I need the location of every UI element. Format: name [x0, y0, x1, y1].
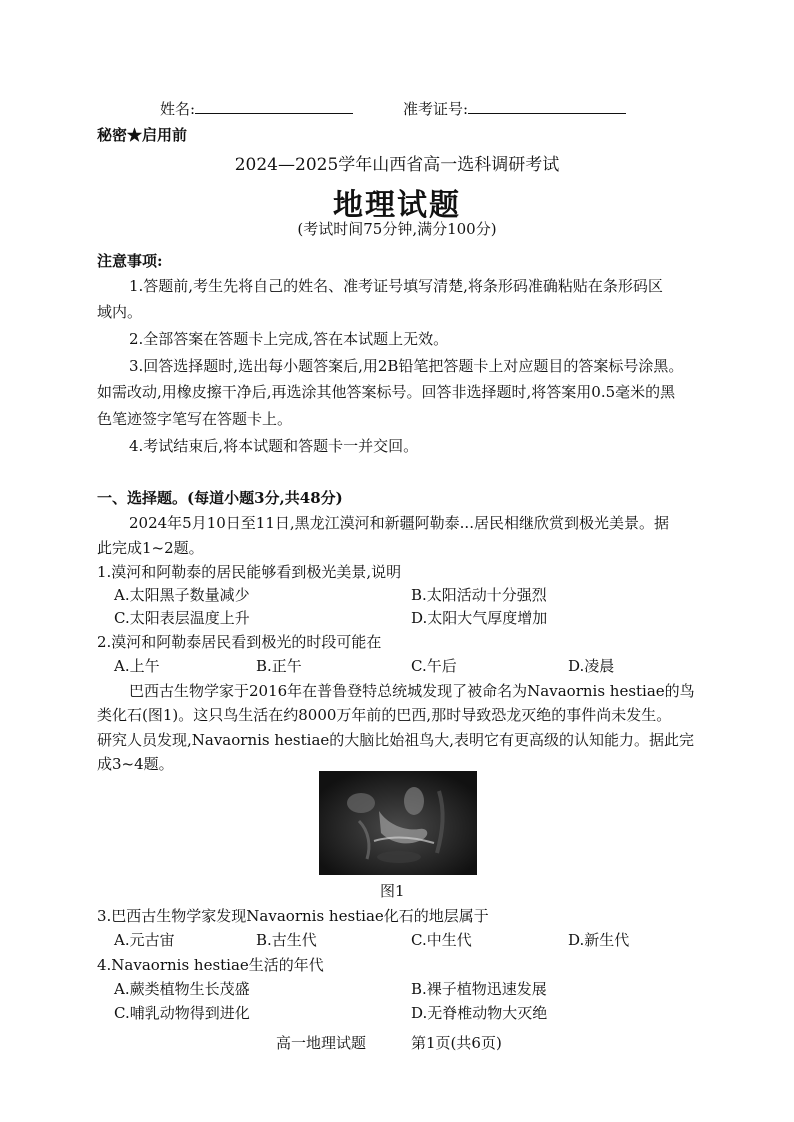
q1-option-c[interactable]: C.太阳表层温度上升	[114, 609, 250, 627]
exam-title: 2024—2025学年山西省高一选科调研考试	[234, 155, 560, 175]
intro-2-line-3: 研究人员发现,Navaornis hestiae的大脑比始祖鸟大,表明它有更高级的认知能力。据此完	[97, 731, 695, 749]
q1-option-d[interactable]: D.太阳大气厚度增加	[411, 609, 548, 627]
note-3-line-2: 如需改动,用橡皮擦干净后,再选涂其他答案标号。回答非选择题时,将答案用0.5毫米的黑	[97, 383, 676, 401]
note-3-line-3: 色笔迹签字笔写在答题卡上。	[97, 410, 293, 428]
q4-option-d[interactable]: D.无脊椎动物大灭绝	[411, 1004, 548, 1022]
q4-option-c[interactable]: C.哺乳动物得到进化	[114, 1004, 250, 1022]
question-4-stem: 4.Navaornis hestiae生活的年代	[97, 956, 324, 974]
q1-option-b[interactable]: B.太阳活动十分强烈	[411, 586, 547, 604]
q2-option-d[interactable]: D.凌晨	[568, 657, 615, 675]
intro-1-line-2: 此完成1~2题。	[97, 539, 204, 557]
subject-title: 地理试题	[333, 188, 461, 223]
section-1-heading: 一、选择题。(每道小题3分,共48分)	[97, 489, 343, 507]
exam-info: (考试时间75分钟,满分100分)	[297, 220, 497, 238]
note-1-line-2: 域内。	[97, 303, 143, 321]
name-label: 姓名:	[160, 100, 196, 118]
note-1-line-1: 1.答题前,考生先将自己的姓名、准考证号填写清楚,将条形码准确粘贴在条形码区	[129, 277, 663, 295]
footer-subject: 高一地理试题	[276, 1034, 367, 1052]
notes-heading: 注意事项:	[97, 252, 163, 270]
q3-option-c[interactable]: C.中生代	[411, 931, 472, 949]
question-1-stem: 1.漠河和阿勒泰的居民能够看到极光美景,说明	[97, 563, 402, 581]
footer-page: 第1页(共6页)	[411, 1034, 502, 1052]
exam-id-label: 准考证号:	[403, 100, 469, 118]
figure-1-caption: 图1	[380, 882, 405, 900]
note-4: 4.考试结束后,将本试题和答题卡一并交回。	[129, 437, 419, 455]
question-3-stem: 3.巴西古生物学家发现Navaornis hestiae化石的地层属于	[97, 907, 489, 925]
intro-1-line-1: 2024年5月10日至11日,黑龙江漠河和新疆阿勒泰...居民相继欣赏到极光美景。据	[129, 514, 669, 532]
exam-id-blank[interactable]	[468, 97, 626, 114]
q1-option-a[interactable]: A.太阳黑子数量减少	[114, 586, 250, 604]
q3-option-d[interactable]: D.新生代	[568, 931, 630, 949]
q4-option-b[interactable]: B.裸子植物迅速发展	[411, 980, 547, 998]
question-2-stem: 2.漠河和阿勒泰居民看到极光的时段可能在	[97, 633, 382, 651]
exam-id-field	[403, 97, 626, 119]
fossil-photo	[319, 771, 477, 875]
intro-2-line-2: 类化石(图1)。这只鸟生活在约8000万年前的巴西,那时导致恐龙灭绝的事件尚未发生。	[97, 706, 672, 724]
name-field	[160, 97, 353, 119]
secret-label: 秘密★启用前	[97, 126, 188, 144]
name-blank[interactable]	[195, 97, 353, 114]
note-3-line-1: 3.回答选择题时,选出每小题答案后,用2B铅笔把答题卡上对应题目的答案标号涂黑。	[129, 357, 684, 375]
intro-2-line-1: 巴西古生物学家于2016年在普鲁登特总统城发现了被命名为Navaornis hestiae的鸟	[129, 682, 695, 700]
intro-2-line-4: 成3~4题。	[97, 755, 174, 773]
q2-option-a[interactable]: A.上午	[114, 657, 160, 675]
q3-option-a[interactable]: A.元古宙	[114, 931, 175, 949]
q2-option-b[interactable]: B.正午	[256, 657, 302, 675]
note-2: 2.全部答案在答题卡上完成,答在本试题上无效。	[129, 330, 449, 348]
q3-option-b[interactable]: B.古生代	[256, 931, 317, 949]
q4-option-a[interactable]: A.蕨类植物生长茂盛	[114, 980, 250, 998]
q2-option-c[interactable]: C.午后	[411, 657, 457, 675]
fossil-image	[319, 771, 477, 875]
